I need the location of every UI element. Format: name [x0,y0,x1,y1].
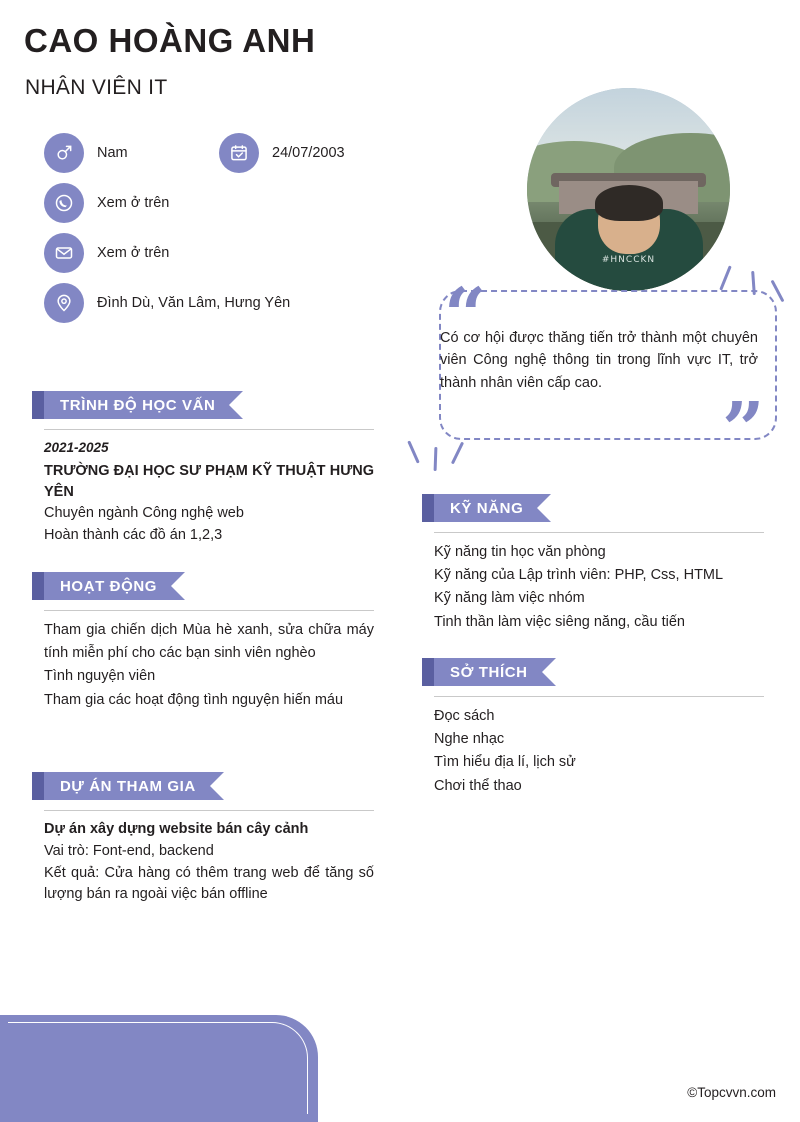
contact-row [219,133,345,173]
section-activities [44,572,374,712]
contact-row [44,283,424,323]
list-item: Tìm hiểu địa lí, lịch sử [434,754,576,771]
contact-value-birthdate: 24/07/2003 [272,145,345,161]
divider [44,610,374,611]
section-skills [434,494,764,634]
section-education [44,391,374,547]
list-item: Kỹ năng làm việc nhóm [434,590,585,607]
section-title: SỞ THÍCH [450,663,528,681]
email-icon [44,233,84,273]
contact-row [44,133,424,173]
spark-icon [719,265,732,290]
contact-value-address: Đình Dù, Văn Lâm, Hưng Yên [97,295,291,311]
project-line: Kết quả: Cửa hàng có thêm trang web để tăng số lượng bán ra ngoài việc bán offline [44,864,374,903]
list-item: Nghe nhạc [434,731,505,748]
contact-value-email: Xem ở trên [97,245,170,261]
list-item: Tham gia chiến dịch Mùa hè xanh, sửa chữa máy tính miễn phí cho các bạn sinh viên nghèo [44,622,374,662]
list-item: Tình nguyện viên [44,668,156,685]
list-item: Tinh thần làm việc siêng năng, cầu tiến [434,613,685,630]
section-heading-education [44,391,229,419]
section-title: HOẠT ĐỘNG [60,577,158,595]
spark-icon [434,447,438,471]
career-objective-bubble [404,265,796,485]
spark-icon [407,440,420,463]
quote-open-icon: “ [444,273,487,359]
divider [434,696,764,697]
section-heading-activities [44,572,171,600]
contact-row [44,233,424,273]
phone-icon [44,183,84,223]
list-item: Tham gia các hoạt động tình nguyện hiến máu [44,691,344,708]
list-item: Kỹ năng của Lập trình viên: PHP, Css, HTML [434,567,724,584]
section-heading-interests [434,658,542,686]
education-period: 2021-2025 [44,440,109,455]
quote-close-icon: ” [722,387,765,473]
section-interests [434,658,764,798]
list-item: Chơi thể thao [434,777,522,794]
contact-row [44,183,424,223]
avatar [527,88,730,291]
contact-value-phone: Xem ở trên [97,195,170,211]
career-objective-text: Có cơ hội được thăng tiến trở thành một chuyên viên Công nghệ thông tin trong lĩnh vực IT, trở thành nhân viên cấp cao. [440,330,758,391]
education-line: Chuyên ngành Công nghệ web [44,505,244,522]
project-line: Vai trò: Font-end, backend [44,842,214,859]
job-title: NHÂN VIÊN IT [25,76,168,99]
section-heading-projects [44,772,210,800]
calendar-icon [219,133,259,173]
list-item: Đọc sách [434,708,495,724]
section-title: TRÌNH ĐỘ HỌC VẤN [60,396,216,414]
gender-icon [44,133,84,173]
education-school: TRƯỜNG ĐẠI HỌC SƯ PHẠM KỸ THUẬT HƯNG YÊN [44,463,374,501]
divider [44,429,374,430]
page-title: CAO HOÀNG ANH [24,22,316,59]
divider [44,810,374,811]
section-heading-skills [434,494,537,522]
section-projects [44,772,374,906]
contact-list [44,133,424,333]
education-line: Hoàn thành các đồ án 1,2,3 [44,527,223,544]
list-item: Kỹ năng tin học văn phòng [434,544,606,560]
footer-credit: ©Topcvvn.com [687,1085,776,1100]
project-name: Dự án xây dựng website bán cây cảnh [44,821,309,837]
section-title: KỸ NĂNG [450,499,524,517]
footer-decoration [0,1015,318,1122]
location-icon [44,283,84,323]
photo-overlay-text: #HNCCKN [601,255,656,265]
divider [434,532,764,533]
section-title: DỰ ÁN THAM GIA [60,777,196,795]
spark-icon [451,442,464,465]
contact-value-gender: Nam [97,145,128,161]
